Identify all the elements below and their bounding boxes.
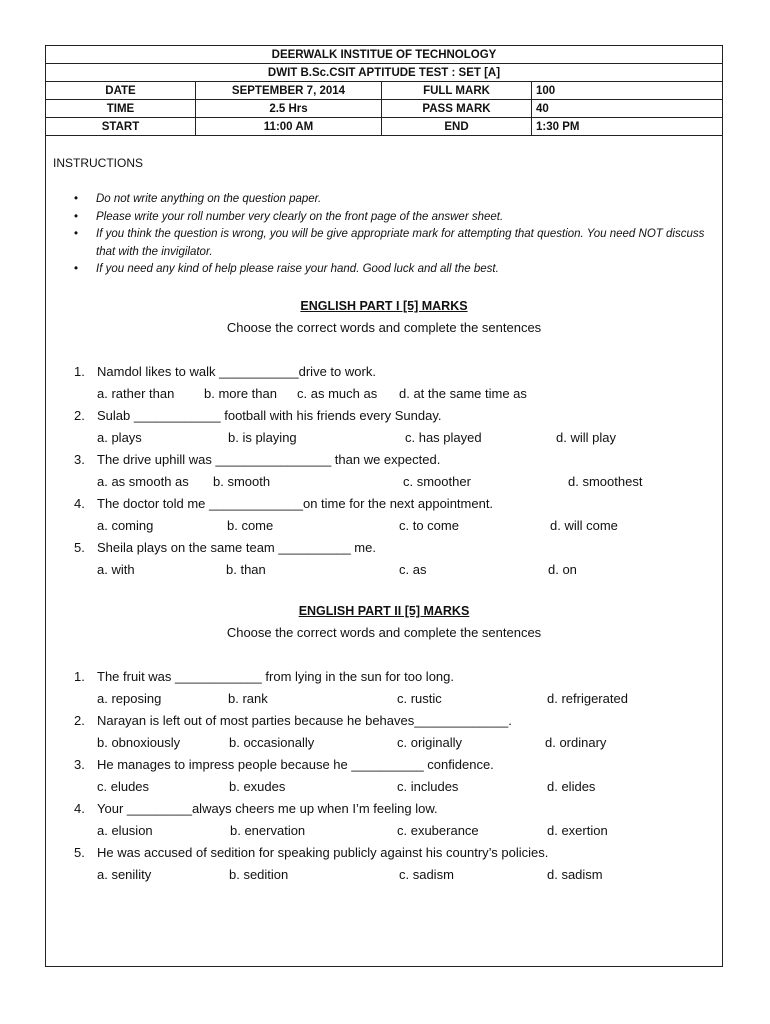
question bbox=[74, 713, 512, 728]
question bbox=[74, 452, 440, 467]
option: d. sadism bbox=[547, 867, 603, 882]
instruction-item bbox=[72, 226, 712, 261]
part2-title: ENGLISH PART II [5] MARKS bbox=[298, 604, 470, 618]
question-number: 4. bbox=[74, 801, 85, 816]
option: d. at the same time as bbox=[399, 386, 527, 401]
instructions-title: INSTRUCTIONS bbox=[53, 156, 143, 170]
full-mark-value: 100 bbox=[532, 82, 723, 100]
option: c. smoother bbox=[403, 474, 471, 489]
option: b. rank bbox=[228, 691, 268, 706]
option: c. eludes bbox=[97, 779, 150, 794]
full-mark-label: FULL MARK bbox=[382, 82, 532, 100]
question-text: He manages to impress people because he __________ confidence. bbox=[97, 757, 494, 772]
option: d. smoothest bbox=[568, 474, 643, 489]
question-number: 4. bbox=[74, 496, 85, 511]
end-label: END bbox=[382, 118, 532, 136]
question bbox=[74, 757, 494, 772]
question bbox=[74, 801, 438, 816]
instruction-item bbox=[72, 261, 712, 279]
option: a. coming bbox=[97, 518, 154, 533]
option: d. ordinary bbox=[545, 735, 607, 750]
option: d. will come bbox=[550, 518, 618, 533]
date-value: SEPTEMBER 7, 2014 bbox=[196, 82, 382, 100]
question-number: 5. bbox=[74, 540, 85, 555]
option: a. senility bbox=[97, 867, 152, 882]
instruction-text: Please write your roll number very clearly on the front page of the answer sheet. bbox=[96, 210, 504, 223]
question bbox=[74, 408, 442, 423]
option: c. originally bbox=[397, 735, 463, 750]
option: c. exuberance bbox=[397, 823, 479, 838]
question-text: The doctor told me _____________on time for the next appointment. bbox=[97, 496, 494, 511]
start-label: START bbox=[46, 118, 196, 136]
option: b. obnoxiously bbox=[97, 735, 181, 750]
instruction-text: If you need any kind of help please raise your hand. Good luck and all the best. bbox=[96, 263, 499, 275]
bullet-icon: • bbox=[74, 228, 79, 240]
option: b. than bbox=[226, 562, 266, 577]
pass-mark-value: 40 bbox=[532, 100, 723, 118]
question-number: 3. bbox=[74, 452, 85, 467]
option: c. as much as bbox=[297, 386, 378, 401]
option: c. sadism bbox=[399, 867, 454, 882]
option: c. has played bbox=[405, 430, 482, 445]
exam-page bbox=[45, 45, 723, 967]
question bbox=[74, 496, 493, 511]
question bbox=[74, 669, 454, 684]
option: d. will play bbox=[556, 430, 616, 445]
option: b. enervation bbox=[230, 823, 306, 838]
instructions-list bbox=[72, 191, 712, 279]
question bbox=[74, 364, 376, 379]
question-text: Narayan is left out of most parties because he behaves_____________. bbox=[97, 713, 512, 728]
option: a. rather than bbox=[97, 386, 175, 401]
question-text: He was accused of sedition for speaking publicly against his country’s policies. bbox=[97, 845, 549, 860]
header-table bbox=[46, 46, 722, 136]
option: a. as smooth as bbox=[97, 474, 189, 489]
question bbox=[74, 845, 548, 860]
bullet-icon: • bbox=[74, 210, 79, 223]
question-text: Namdol likes to walk ___________drive to work. bbox=[97, 364, 376, 379]
option: b. sedition bbox=[229, 867, 289, 882]
option: b. more than bbox=[204, 386, 277, 401]
option: b. smooth bbox=[213, 474, 271, 489]
question-text: The fruit was ____________ from lying in the sun for too long. bbox=[97, 669, 454, 684]
part1-subtitle: Choose the correct words and complete the sentences bbox=[226, 320, 542, 335]
question bbox=[74, 540, 376, 555]
option: d. exertion bbox=[547, 823, 608, 838]
question-text: Sheila plays on the same team __________ me. bbox=[97, 540, 376, 555]
option: c. to come bbox=[399, 518, 459, 533]
start-value: 11:00 AM bbox=[196, 118, 382, 136]
instruction-item bbox=[72, 209, 712, 227]
end-value: 1:30 PM bbox=[532, 118, 723, 136]
option: c. includes bbox=[397, 779, 459, 794]
instruction-text: Do not write anything on the question paper. bbox=[96, 193, 322, 205]
test-title: DWIT B.Sc.CSIT APTITUDE TEST : SET [A] bbox=[46, 64, 722, 82]
bullet-icon: • bbox=[74, 193, 79, 205]
part2-subtitle: Choose the correct words and complete the sentences bbox=[226, 625, 542, 640]
bullet-icon: • bbox=[74, 263, 79, 275]
time-value: 2.5 Hrs bbox=[196, 100, 382, 118]
question-number: 2. bbox=[74, 408, 85, 423]
instruction-text: If you think the question is wrong, you will be give appropriate mark for attempting that question. You need NOT discuss that with the invigilator. bbox=[96, 228, 705, 258]
option: d. refrigerated bbox=[547, 691, 628, 706]
part1-title: ENGLISH PART I [5] MARKS bbox=[300, 299, 468, 313]
option: b. exudes bbox=[229, 779, 286, 794]
option: d. elides bbox=[547, 779, 596, 794]
question-text: Your _________always cheers me up when I’m feeling low. bbox=[97, 801, 438, 816]
option: d. on bbox=[548, 562, 577, 577]
option: c. as bbox=[399, 562, 427, 577]
question-text: The drive uphill was ________________ than we expected. bbox=[97, 452, 441, 467]
question-text: Sulab ____________ football with his friends every Sunday. bbox=[97, 408, 442, 423]
option: b. come bbox=[227, 518, 274, 533]
option: a. elusion bbox=[97, 823, 153, 838]
question-number: 1. bbox=[74, 669, 85, 684]
time-label: TIME bbox=[46, 100, 196, 118]
question-number: 1. bbox=[74, 364, 85, 379]
option: a. with bbox=[97, 562, 135, 577]
institute-name: DEERWALK INSTITUE OF TECHNOLOGY bbox=[46, 46, 722, 64]
question-number: 2. bbox=[74, 713, 85, 728]
question-number: 3. bbox=[74, 757, 85, 772]
instruction-item bbox=[72, 191, 712, 209]
option: c. rustic bbox=[397, 691, 442, 706]
pass-mark-label: PASS MARK bbox=[382, 100, 532, 118]
date-label: DATE bbox=[46, 82, 196, 100]
option: b. occasionally bbox=[229, 735, 315, 750]
option: a. reposing bbox=[97, 691, 162, 706]
option: b. is playing bbox=[228, 430, 297, 445]
option: a. plays bbox=[97, 430, 142, 445]
question-number: 5. bbox=[74, 845, 85, 860]
